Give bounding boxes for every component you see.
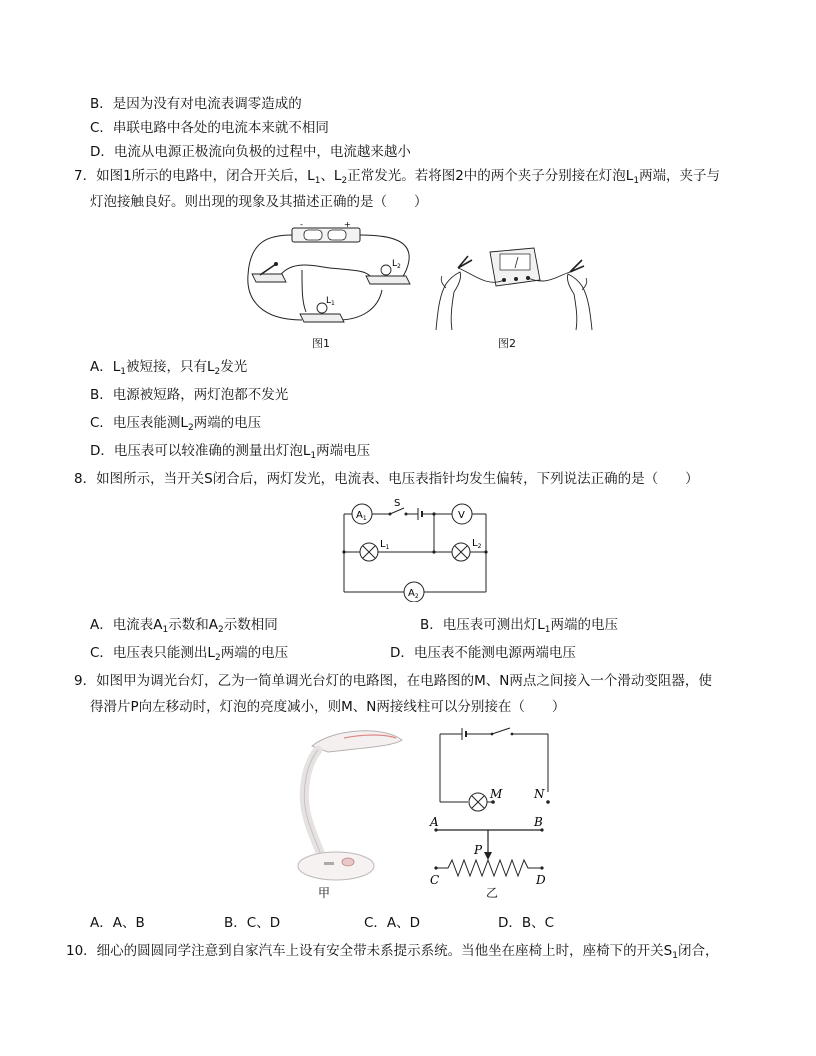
- wire: [302, 270, 306, 312]
- q9-stem-line1: 9．如图甲为调光台灯，乙为一简单调光台灯的电路图，在电路图的M、N两点之间接入一个滑动变阻器，使: [74, 673, 712, 689]
- lamp-l2-label: $L_2$: [392, 259, 401, 270]
- clip-left: [458, 256, 472, 268]
- q9-stem-line2: 得滑片P向左移动时，灯泡的亮度减小，则M、N两接线柱可以分别接在（ ）: [90, 699, 566, 715]
- battery-holder: [292, 228, 360, 242]
- q7-stem-line2: 灯泡接触良好。则出现的现象及其描述正确的是（ ）: [90, 194, 428, 210]
- q9-option-b: B．C、D: [224, 915, 281, 931]
- ammeter-a1-label: $A_1$: [356, 510, 367, 522]
- switch-symbol: [492, 728, 510, 734]
- terminal-b-label: B: [534, 815, 543, 829]
- q7-figure1-caption: 图1: [312, 337, 330, 350]
- lamp-l2-bulb: [381, 265, 391, 275]
- lamp-base: [298, 852, 374, 880]
- switch-s-label: S: [394, 498, 401, 509]
- lamp-gooseneck: [304, 750, 322, 858]
- terminal-d-label: D: [536, 873, 546, 886]
- q7-option-d: D．电压表可以较准确的测量出灯泡$L_1$两端电压: [90, 443, 371, 461]
- lamp-head: [312, 731, 402, 752]
- switch-lever: [260, 264, 276, 275]
- switch-knob: [274, 262, 278, 266]
- battery-cell: [304, 230, 322, 240]
- lamp-l1-label: $L_1$: [326, 296, 335, 307]
- voltmeter-terminal: [514, 277, 518, 281]
- terminal-n-label: N: [534, 787, 545, 801]
- left-hand-icon: [436, 272, 461, 330]
- slider-p-label: P: [474, 843, 483, 857]
- lamp-l2-base: [366, 276, 410, 284]
- lamp-l1-label: $L_1$: [380, 539, 390, 551]
- terminal-a-label: A: [430, 815, 439, 829]
- q7-figure2-caption: 图2: [498, 337, 516, 350]
- q7-figure2-voltmeter: [432, 238, 597, 334]
- voltmeter-v-label: V: [458, 510, 465, 521]
- q9-option-c: C．A、D: [364, 915, 421, 931]
- lamp-knob: [342, 858, 354, 866]
- q9-option-a: A．A、B: [90, 915, 145, 931]
- q9-option-d: D．B、C: [498, 915, 555, 931]
- q9-figure-jia-caption: 甲: [318, 886, 331, 900]
- q8-option-c: C．电压表只能测出$L_2$两端的电压: [90, 645, 289, 663]
- battery-minus-label: -: [300, 220, 303, 229]
- q8-option-d: D．电压表不能测电源两端电压: [390, 645, 576, 661]
- q8-circuit-diagram: [340, 498, 490, 602]
- q9-desk-lamp-figure: [284, 724, 406, 884]
- q6-option-b: B．是因为没有对电流表调零造成的: [90, 96, 302, 112]
- q7-option-a: A．$L_1$被短接，只有$L_2$发光: [90, 359, 248, 377]
- wire: [278, 265, 370, 278]
- terminal-m-label: M: [490, 787, 503, 801]
- q6-option-d: D．电流从电源正极流向负极的过程中，电流越来越小: [90, 144, 411, 160]
- q8-stem: 8．如图所示，当开关S闭合后，两灯发光，电流表、电压表指针均发生偏转，下列说法正确的是（ ）: [74, 471, 699, 487]
- battery-cell: [328, 230, 346, 240]
- q9-figure-yi-caption: 乙: [486, 886, 499, 900]
- lamp-l1-base: [300, 314, 344, 322]
- resistor-coil: [436, 860, 542, 876]
- q8-option-a: A．电流表$A_1$示数和$A_2$示数相同: [90, 617, 278, 635]
- right-hand-icon: [567, 274, 592, 330]
- q10-stem: 10．细心的圆圆同学注意到自家汽车上设有安全带未系提示系统。当他坐在座椅上时，座椅下的开关$S_1$闭合，: [66, 943, 719, 961]
- ammeter-a2-label: $A_2$: [408, 588, 419, 600]
- battery-plus-label: +: [344, 220, 351, 229]
- lamp-l2-label: $L_2$: [472, 538, 482, 550]
- wire: [338, 290, 382, 320]
- switch-base: [252, 274, 286, 282]
- q7-option-b: B．电源被短路，两灯泡都不发光: [90, 387, 289, 403]
- q7-option-c: C．电压表能测$L_2$两端的电压: [90, 415, 262, 433]
- q7-stem-line1: 7．如图1所示的电路中，闭合开关后，$L_1$、$L_2$正常发光。若将图2中的两个夹子分别接在灯泡$L_1$两端，夹子与: [74, 168, 721, 186]
- q9-circuit-yi-figure: [422, 726, 558, 886]
- clip-right: [570, 260, 584, 272]
- terminal-n: [546, 800, 550, 804]
- q6-option-c: C．串联电路中各处的电流本来就不相同: [90, 120, 329, 136]
- terminal-c-label: C: [430, 873, 440, 886]
- q8-option-b: B．电压表可测出灯$L_1$两端的电压: [420, 617, 619, 635]
- q7-figure1-circuit: [240, 220, 420, 332]
